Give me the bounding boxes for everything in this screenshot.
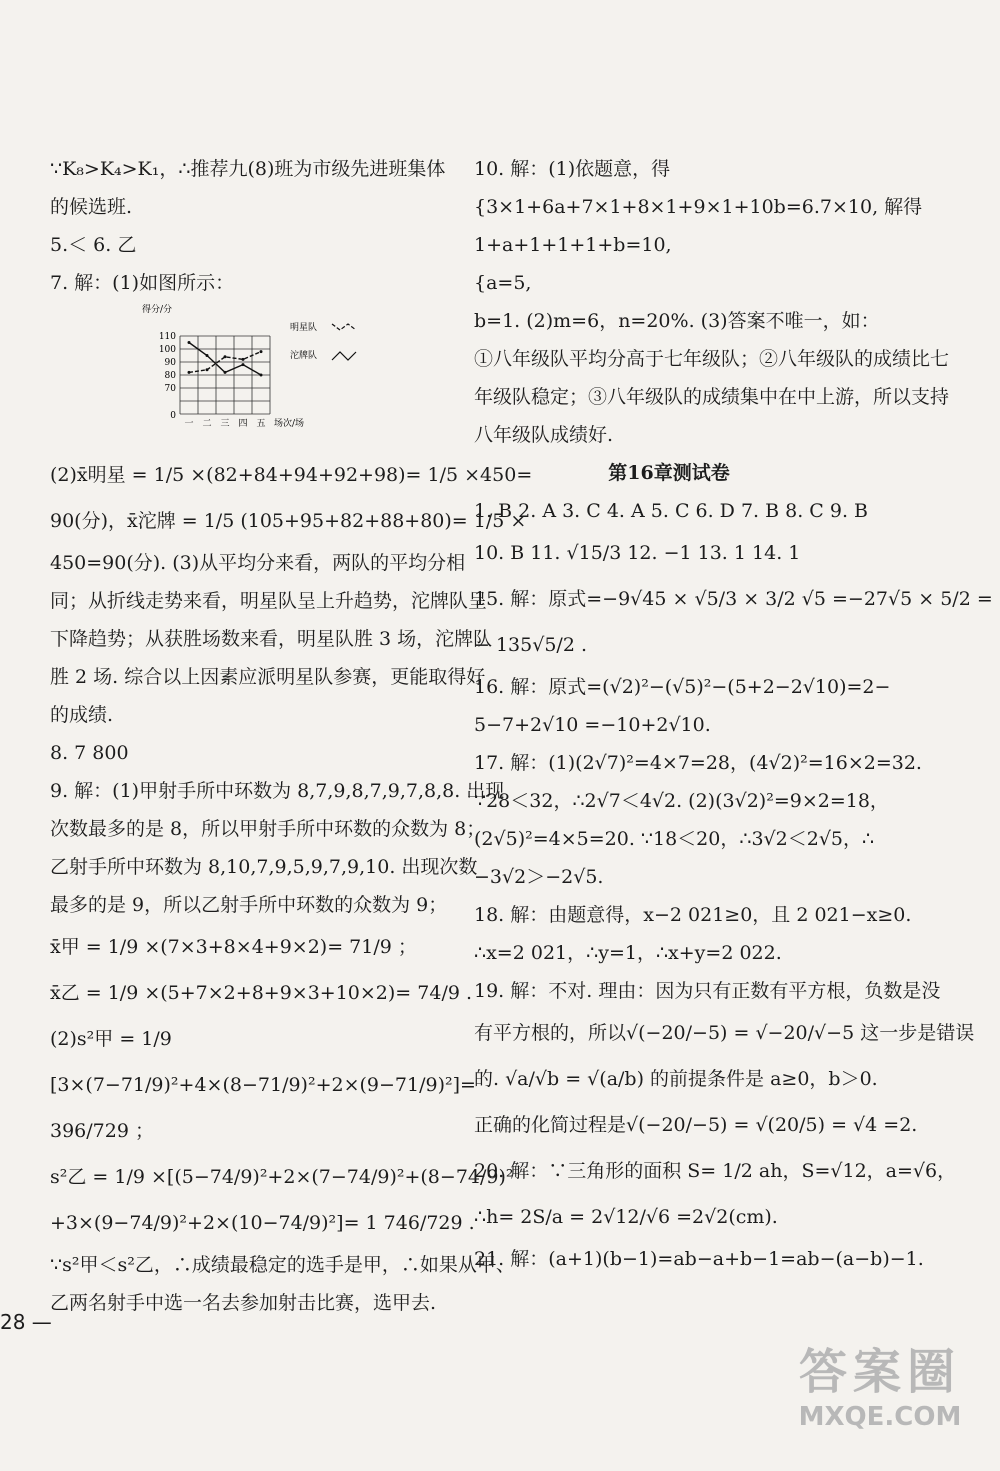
- data-point: [260, 350, 263, 353]
- answer-line: 18. 解：由题意得，x−2 021≥0，且 2 021−x≥0.: [474, 904, 912, 926]
- watermark: [780, 1333, 980, 1453]
- y-tick-label: 100: [158, 345, 176, 355]
- text-line: {a=5,: [474, 272, 532, 294]
- x-tick-label: 四: [238, 419, 248, 429]
- y-axis-label: 得分/分: [142, 305, 173, 315]
- text-line: [3×(7−71/9)²+4×(8−71/9)²+2×(9−71/9)²]=: [50, 1074, 476, 1096]
- text-line: 7. 解：(1)如图所示：: [50, 272, 235, 294]
- text-line: ∵s²甲＜s²乙，∴成绩最稳定的选手是甲，∴如果从甲、: [50, 1254, 515, 1276]
- text-line: 乙两名射手中选一名去参加射击比赛，选甲去.: [50, 1292, 437, 1314]
- answer-line: 19. 解：不对. 理由：因为只有正数有平方根，负数是没: [474, 980, 941, 1002]
- text-line: 396/729 ；: [50, 1120, 154, 1142]
- text-line: ∵K₈>K₄>K₁，∴推荐九(8)班为市级先进班集体: [50, 158, 446, 180]
- data-point: [260, 374, 263, 377]
- text-line: 90(分)，x̄沱牌 = 1/5 (105+95+82+88+80)= 1/5 ×: [50, 510, 527, 532]
- text-line: {3×1+6a+7×1+8×1+9×1+10b=6.7×10, 解得: [474, 196, 923, 218]
- answer-line: ∵28＜32，∴2√7＜4√2. (2)(3√2)²=9×2=18，: [474, 790, 889, 812]
- answer-line: 17. 解：(1)(2√7)²=4×7=28，(4√2)²=16×2=32.: [474, 752, 922, 774]
- data-point: [242, 358, 245, 361]
- answer-line: −3√2＞−2√5.: [474, 866, 604, 888]
- y-tick-label: 70: [164, 384, 176, 394]
- text-line: 胜 2 场. 综合以上因素应派明星队参赛，更能取得好: [50, 666, 486, 688]
- answer-line: (2√5)²=4×5=20. ∵18＜20，∴3√2＜2√5，∴: [474, 828, 875, 850]
- text-line: 10. 解：(1)依题意，得: [474, 158, 671, 180]
- answer-line: 有平方根的，所以√(−20/−5) = √−20/√−5 这一步是错误: [474, 1022, 975, 1044]
- y-tick-label: 90: [164, 358, 176, 368]
- x-tick-label: 一: [184, 419, 194, 429]
- text-line: 乙射手所中环数为 8,10,7,9,5,9,7,9,10. 出现次数: [50, 856, 478, 878]
- answer-line: ∴h= 2S/a = 2√12/√6 =2√2(cm).: [474, 1206, 778, 1228]
- answer-line: 正确的化简过程是√(−20/−5) = √(20/5) = √4 =2.: [474, 1114, 918, 1136]
- x-tick-label: 二: [202, 419, 212, 429]
- right-column: [474, 150, 993, 1278]
- text-line: 下降趋势；从获胜场数来看，明星队胜 3 场，沱牌队: [50, 628, 493, 650]
- watermark-logo: 答案圈: [798, 1344, 961, 1400]
- text-line: ①八年级队平均分高于七年级队；②八年级队的成绩比七: [474, 348, 950, 370]
- score-chart: [50, 302, 450, 452]
- text-line: 9. 解：(1)甲射手所中环数为 8,7,9,8,7,9,7,8,8. 出现: [50, 780, 505, 802]
- y-tick-label: 110: [158, 332, 176, 342]
- section-title: 第16章测试卷: [608, 462, 730, 484]
- data-point: [188, 371, 191, 374]
- text-line: 同；从折线走势来看，明星队呈上升趋势，沱牌队呈: [50, 590, 488, 612]
- text-line: 年级队稳定；③八年级队的成绩集中在中上游，所以支持: [474, 386, 950, 408]
- answer-line: ∴x=2 021，∴y=1，∴x+y=2 022.: [474, 942, 782, 964]
- text-line: (2)x̄明星 = 1/5 ×(82+84+94+92+98)= 1/5 ×450=: [50, 464, 533, 486]
- text-line: b=1. (2)m=6，n=20%. (3)答案不唯一，如：: [474, 310, 880, 332]
- answer-line: 的. √a/√b = √(a/b) 的前提条件是 a≥0，b＞0.: [474, 1068, 878, 1090]
- y-tick-label: 80: [164, 371, 176, 381]
- legend-label: 明星队: [290, 323, 318, 333]
- answer-line: 5−7+2√10 =−10+2√10.: [474, 714, 711, 736]
- data-point: [224, 371, 227, 374]
- text-line: 次数最多的是 8，所以甲射手所中环数的众数为 8；: [50, 818, 486, 840]
- legend-label: 沱牌队: [290, 351, 318, 361]
- x-tick-label: 五: [256, 419, 266, 429]
- watermark-url: MXQE.COM: [798, 1402, 962, 1432]
- text-line: 八年级队成绩好.: [474, 424, 614, 446]
- answer-line: 15. 解：原式=−9√45 × √5/3 × 3/2 √5 =−27√5 × 5/2 =: [474, 588, 993, 610]
- answer-line: 21. 解：(a+1)(b−1)=ab−a+b−1=ab−(a−b)−1.: [474, 1248, 924, 1270]
- legend-swatch: [332, 352, 356, 360]
- data-point: [224, 355, 227, 358]
- data-point: [242, 363, 245, 366]
- text-line: 5.＜ 6. 乙: [50, 234, 137, 256]
- answer-line: 20. 解：∵三角形的面积 S= 1/2 ah，S=√12，a=√6，: [474, 1160, 957, 1182]
- y-tick-label: 0: [170, 411, 176, 421]
- answer-line: 10. B 11. √15/3 12. −1 13. 1 14. 1: [474, 542, 801, 564]
- data-point: [188, 341, 191, 344]
- page-number: 28 —: [0, 1310, 52, 1334]
- text-line: 8. 7 800: [50, 742, 129, 764]
- text-line: +3×(9−74/9)²+2×(10−74/9)²]= 1 746/729 .: [50, 1212, 475, 1234]
- text-line: 的成绩.: [50, 704, 114, 726]
- text-line: x̄甲 = 1/9 ×(7×3+8×4+9×2)= 71/9 ；: [50, 936, 417, 958]
- data-point: [206, 368, 209, 371]
- text-line: s²乙 = 1/9 ×[(5−74/9)²+2×(7−74/9)²+(8−74/9)²: [50, 1166, 514, 1188]
- text-line: 的候选班.: [50, 196, 133, 218]
- data-point: [206, 354, 209, 357]
- text-line: (2)s²甲 = 1/9: [50, 1028, 172, 1050]
- answer-line: 16. 解：原式=(√2)²−(√5)²−(5+2−2√10)=2−: [474, 676, 891, 698]
- text-line: 450=90(分). (3)从平均分来看，两队的平均分相: [50, 552, 466, 574]
- answer-line: 1. B 2. A 3. C 4. A 5. C 6. D 7. B 8. C 9. B: [474, 500, 868, 522]
- text-line: x̄乙 = 1/9 ×(5+7×2+8+9×3+10×2)= 74/9 .: [50, 982, 473, 1004]
- series-line: [189, 343, 261, 376]
- text-line: 最多的是 9，所以乙射手所中环数的众数为 9；: [50, 894, 448, 916]
- x-tick-label: 三: [220, 419, 230, 429]
- legend-swatch: [332, 324, 356, 330]
- x-axis-label: 场次/场: [274, 419, 305, 429]
- line-chart: [140, 302, 400, 442]
- text-line: 1+a+1+1+1+b=10,: [474, 234, 672, 256]
- answer-line: − 135√5/2 .: [474, 634, 587, 656]
